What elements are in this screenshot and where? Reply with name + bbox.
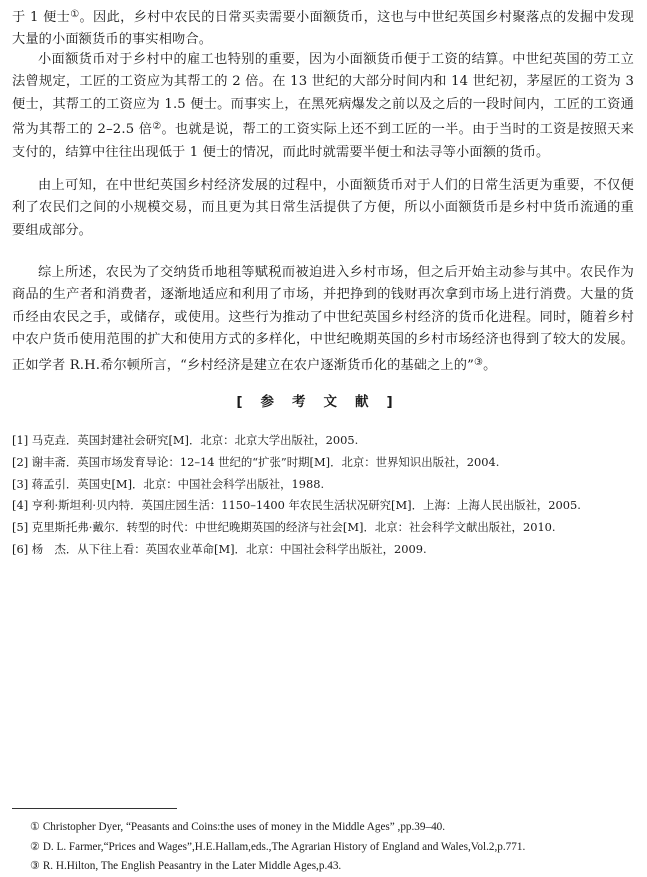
body-paragraph-4	[12, 262, 634, 377]
footnote-item: ① Christopher Dyer, “Peasants and Coins:the uses of money in the Middle Ages” ,pp.39–40.	[30, 821, 446, 833]
footnote-marker-3: ③	[474, 356, 484, 368]
body-paragraph-2	[12, 49, 634, 164]
reference-item: [2] 谢丰斋．英国市场发育导论：12–14 世纪的“扩张”时期[M]．北京：世界知识出版社，2004.	[12, 454, 500, 469]
body-paragraph-3	[12, 175, 634, 242]
reference-item: [4] 亨利·斯坦利·贝内特．英国庄园生活：1150–1400 年农民生活状况研究[M]．上海：上海人民出版社，2005.	[12, 498, 581, 513]
footnote-item: ② D. L. Farmer,“Prices and Wages”,H.E.Hallam,eds.,The Agrarian History of England and Wales,Vol.2,p.771.	[30, 840, 526, 853]
paragraph-text: 综上所述，农民为了交纳货币地租等赋税而被迫进入乡村市场，但之后开始主动参与其中。农民作为商品的生产者和消费者，逐渐地适应和利用了市场，并把挣到的钱财再次拿到市场上进行消费。大量的货币经由农民之手，或储存，或使用。这些行为推动了中世纪英国乡村经济的货币化进程。同时，随着乡村中农户货币使用范围的扩大和使用方式的多样化，中世纪晚期英国的乡村市场经济也得到了较大的发展。正如学者 R.H.希尔顿所言，“乡村经济是建立在农户逐渐货币化的基础之上的”	[12, 265, 634, 373]
footnote-divider	[12, 808, 177, 809]
reference-item: [6] 杨 杰．从下往上看：英国农业革命[M]．北京：中国社会科学出版社，2009.	[12, 541, 427, 556]
footnote-marker-2: ②	[152, 121, 162, 133]
paragraph-text: 小面额货币对于乡村中的雇工也特别的重要，因为小面额货币便于工资的结算。中世纪英国的劳工立法曾规定，工匠的工资应为其帮工的 2 倍。在 13 世纪的大部分时间内和 14 世纪初，茅屋匠的工资为 3 便士，其帮工的工资应为 1.5 便士。而事实上，在黑死病爆发之前以及之后的一段时间内，工匠的工资通常为其帮工的 2–2.5 倍	[12, 52, 634, 138]
reference-item: [3] 蒋孟引．英国史[M]．北京：中国社会科学出版社，1988.	[12, 476, 325, 491]
reference-list	[12, 430, 634, 561]
body-paragraph-1	[12, 4, 634, 52]
paragraph-text: 于 1 便士	[12, 10, 71, 25]
reference-item: [1] 马克垚．英国封建社会研究[M]．北京：北京大学出版社，2005.	[12, 433, 359, 447]
footnote-item: ③ R. H.Hilton, The English Peasantry in the Later Middle Ages,p.43.	[30, 860, 342, 873]
reference-item: [5] 克里斯托弗·戴尔．转型的时代：中世纪晚期英国的经济与社会[M]．北京：社会科学文献出版社，2010.	[12, 520, 556, 535]
footnote-marker-1: ①	[70, 9, 80, 20]
footnote-list	[30, 818, 525, 877]
paragraph-text: 由上可知，在中世纪英国乡村经济发展的过程中，小面额货币对于人们的日常生活更为重要，不仅便利了农民们之间的小规模交易，而且更为其日常生活提供了方便，所以小面额货币是乡村中货币流通的重要组成部分。	[12, 178, 634, 238]
paragraph-text: 。	[483, 357, 497, 373]
paragraph-text: 。因此，乡村中农民的日常买卖需要小面额货币，这也与中世纪英国乡村聚落点的发掘中发现大量的小面额货币的事实相吻合。	[12, 10, 634, 48]
paragraph-text: 。也就是说，帮工的工资实际上还不到工匠的一半。由于当时的工资是按照天来支付的，结算中往往出现低于 1 便士的情况，而此时就需要半便士和法寻等小面额的货币。	[12, 122, 634, 160]
references-heading: [参考文献]	[236, 394, 411, 410]
